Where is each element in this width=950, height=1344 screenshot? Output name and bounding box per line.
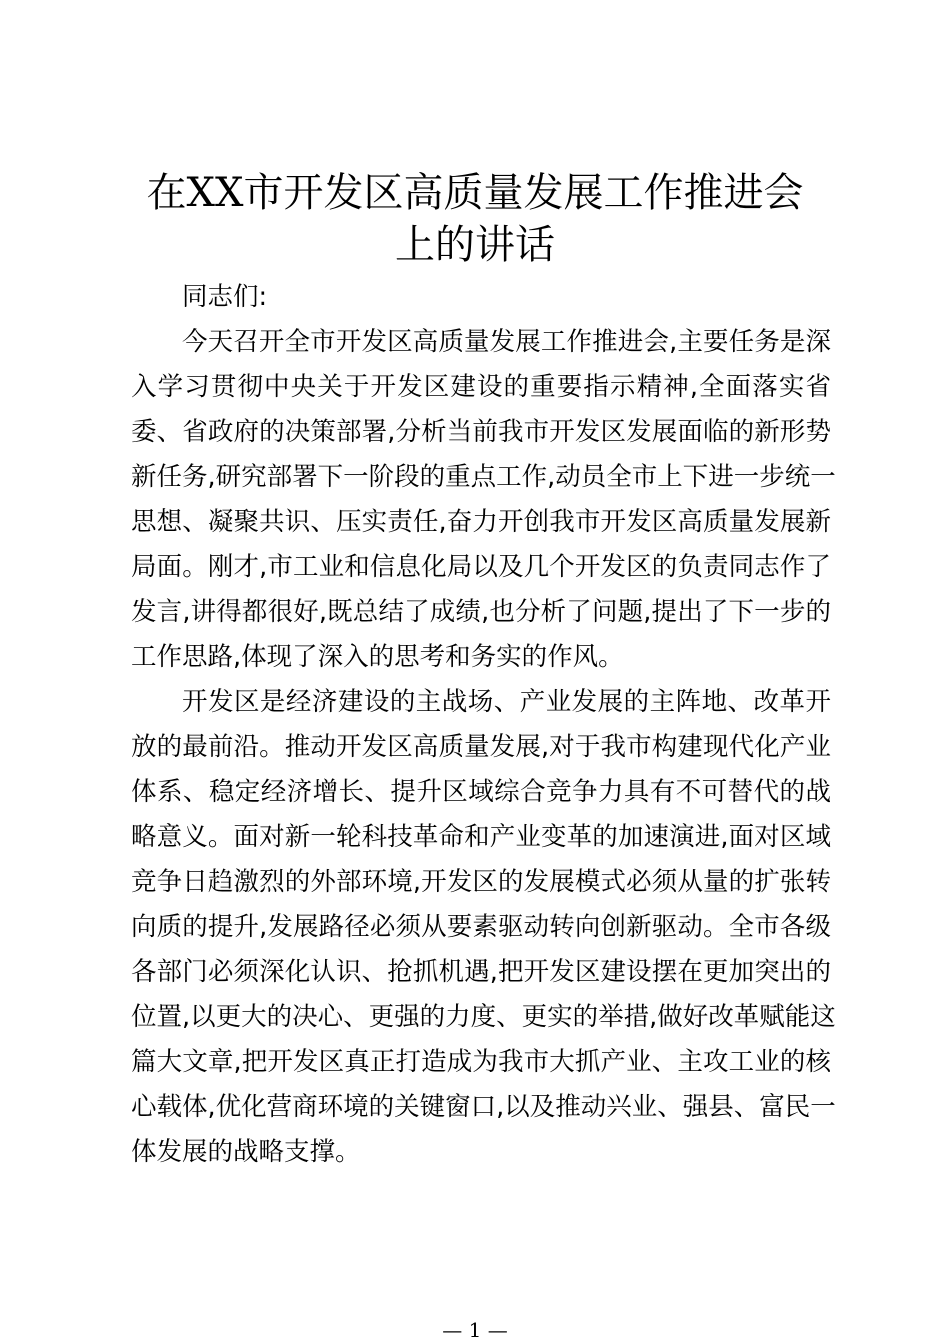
paragraph-2-line: 略意义。面对新一轮科技革命和产业变革的加速演进,面对区域	[131, 822, 831, 852]
document-body	[131, 275, 836, 1175]
paragraph-2-line: 心载体,优化营商环境的关键窗口,以及推动兴业、强县、富民一	[131, 1092, 836, 1122]
paragraph-1-line: 发言,讲得都很好,既总结了成绩,也分析了问题,提出了下一步的	[131, 597, 831, 627]
document-title-line-1: 在XX市开发区高质量发展工作推进会	[146, 170, 804, 216]
paragraph-2-line: 体发展的战略支撑。	[131, 1137, 361, 1167]
paragraph-1-line: 今天召开全市开发区高质量发展工作推进会,主要任务是深	[182, 327, 831, 357]
paragraph-2-line: 向质的提升,发展路径必须从要素驱动转向创新驱动。全市各级	[131, 912, 831, 942]
paragraph-1-line: 委、省政府的决策部署,分析当前我市开发区发展面临的新形势	[131, 417, 831, 447]
paragraph-2-line: 体系、稳定经济增长、提升区域综合竞争力具有不可替代的战	[131, 777, 831, 807]
paragraph-2-line: 位置,以更大的决心、更强的力度、更实的举措,做好改革赋能这	[131, 1002, 836, 1032]
paragraph-2-line: 篇大文章,把开发区真正打造成为我市大抓产业、主攻工业的核	[131, 1047, 831, 1077]
paragraph-2-line: 各部门必须深化认识、抢抓机遇,把开发区建设摆在更加突出的	[131, 957, 831, 987]
page-number: — 1 —	[442, 1318, 508, 1342]
paragraph-1-line: 工作思路,体现了深入的思考和务实的作风。	[131, 642, 624, 672]
document-title-line-2: 上的讲话	[395, 222, 555, 268]
paragraph-2-line: 开发区是经济建设的主战场、产业发展的主阵地、改革开	[182, 687, 831, 717]
paragraph-2-line: 竞争日趋激烈的外部环境,开发区的发展模式必须从量的扩张转	[131, 867, 831, 897]
paragraph-2-line: 放的最前沿。推动开发区高质量发展,对于我市构建现代化产业	[131, 732, 831, 762]
paragraph-1-line: 局面。刚才,市工业和信息化局以及几个开发区的负责同志作了	[131, 552, 831, 582]
paragraph-1-line: 新任务,研究部署下一阶段的重点工作,动员全市上下进一步统一	[131, 462, 836, 492]
paragraph-1-line: 入学习贯彻中央关于开发区建设的重要指示精神,全面落实省	[131, 372, 831, 402]
salutation: 同志们:	[182, 282, 268, 312]
paragraph-1-line: 思想、凝聚共识、压实责任,奋力开创我市开发区高质量发展新	[131, 507, 831, 537]
